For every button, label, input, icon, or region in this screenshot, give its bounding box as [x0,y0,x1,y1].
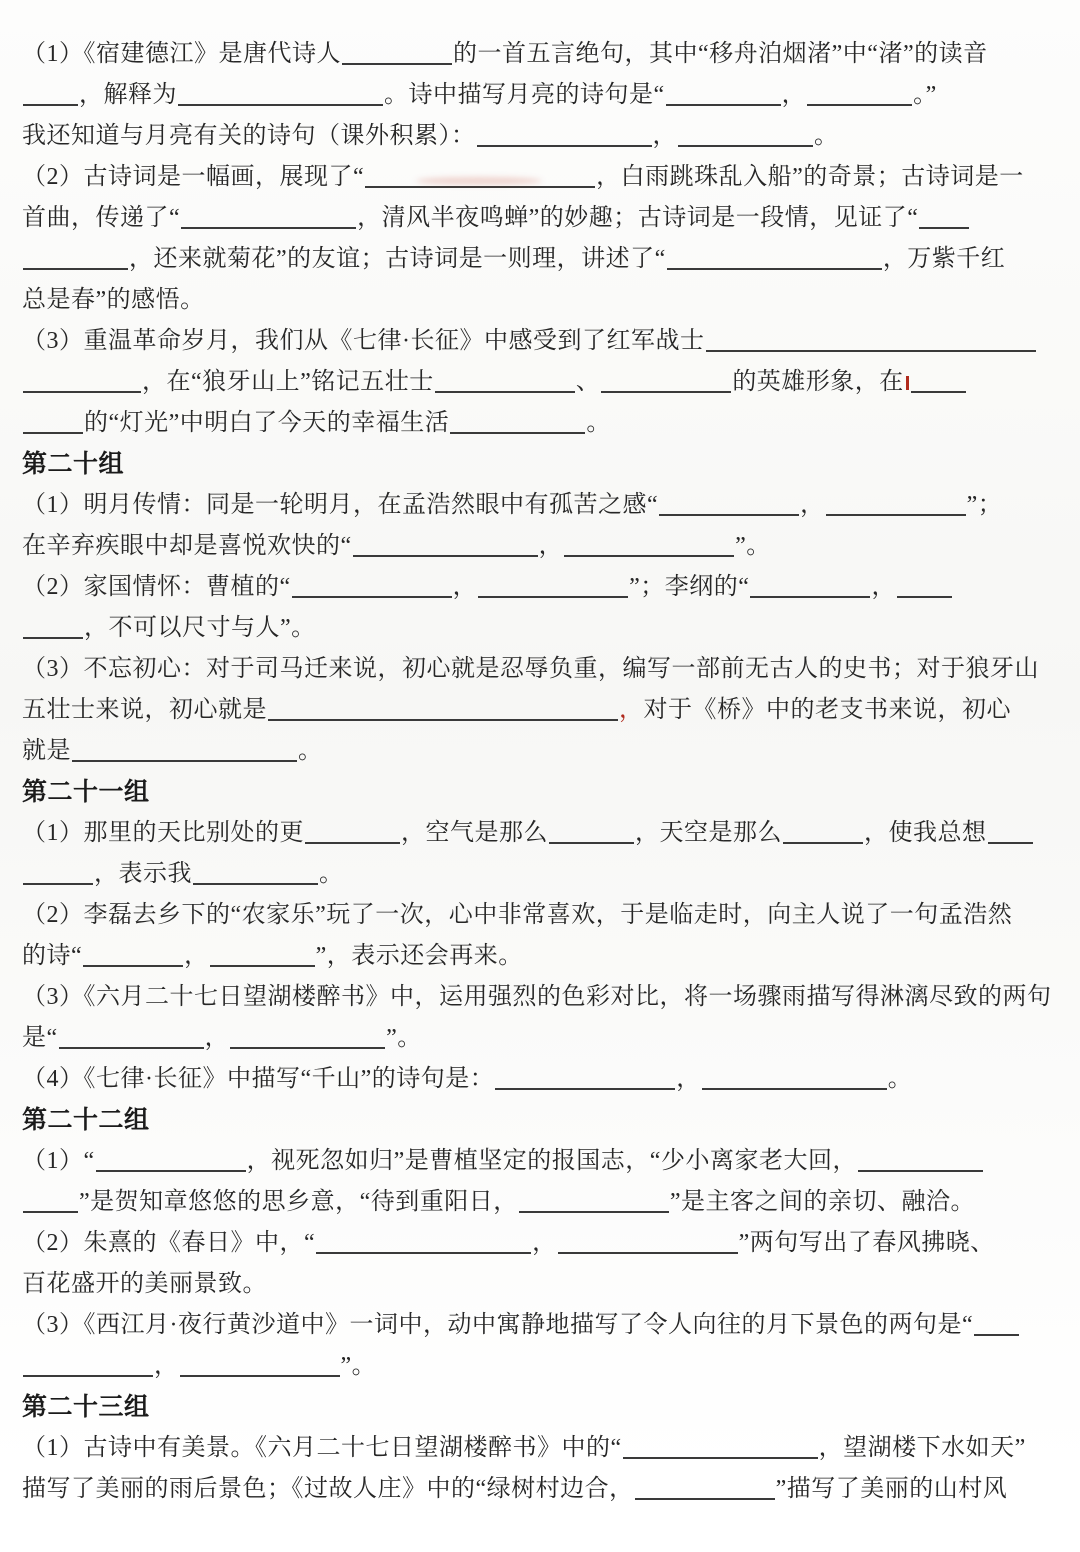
text-run: ”；李纲的“ [629,574,750,600]
paragraph [22,1305,1058,1387]
text-run: ， [781,82,807,108]
text-run: （1）《宿建德江》是唐代诗人 [22,41,341,67]
answer-blank [974,1334,1019,1336]
text-run: ， [452,574,478,600]
paragraph [22,157,1058,321]
text-run: ， [800,492,825,518]
answer-blank [783,842,863,844]
text-run: ”。 [340,1353,377,1379]
text-run: ，在“狼牙山上”铭记五壮士 [142,369,434,395]
text-line [22,895,1058,936]
answer-blank [477,145,652,147]
text-line [22,1059,1058,1100]
text-run: （1）“ [22,1148,95,1174]
text-run: 描写了美丽的雨后景色；《过故人庄》中的“绿树村边合， [22,1476,634,1502]
answer-blank [292,596,452,598]
answer-blank [268,719,618,721]
paragraph [22,34,1058,157]
answer-blank [897,596,952,598]
text-line [22,362,1058,403]
text-run: 的一首五言绝句，其中“移舟泊烟渚”中“渚”的读音 [453,41,988,67]
answer-blank [178,104,383,106]
text-run: 。 [586,410,611,436]
text-line [22,1346,1058,1387]
group-heading: 第二十组 [22,451,125,478]
answer-blank [826,514,966,516]
paragraph [22,1428,1058,1510]
text-run: ，清风半夜鸣蝉”的妙趣；古诗词是一段情，见证了“ [357,205,919,231]
text-run: （3）重温革命岁月，我们从《七律·长征》中感受到了红军战士 [22,328,705,354]
answer-blank [181,227,356,229]
text-run: 在辛弃疾眼中却是喜悦欢快的“ [22,533,352,559]
text-run: ”。 [735,533,771,559]
answer-blank [83,965,183,967]
answer-blank [519,1211,669,1213]
text-run: ， [184,943,209,969]
answer-blank [23,1211,78,1213]
text-run: （3）《西江月·夜行黄沙道中》一词中，动中寓静地描写了令人向往的月下景色的两句是“ [22,1312,974,1338]
text-run: 的英雄形象，在 [732,369,904,395]
answer-blank [305,842,400,844]
group-heading: 第二十三组 [22,1394,150,1421]
text-run: ， [204,1025,230,1051]
text-run: 总是春”的感悟。 [22,287,205,313]
group-heading: 第二十一组 [22,779,150,806]
text-line [22,608,1058,649]
text-run: ，表示我 [94,861,192,887]
text-run: 。 [814,123,839,149]
text-line [22,1469,1058,1510]
text-line [22,1018,1058,1059]
text-run: 就是 [22,738,71,764]
text-run: ，解释为 [79,82,177,108]
text-run: （1）那里的天比别处的更 [22,820,304,846]
text-line [22,936,1058,977]
text-run: 。” [913,82,937,108]
answer-blank [659,514,799,516]
text-line [22,567,1058,608]
text-run: （2）家国情怀：曹植的“ [22,574,291,600]
text-run: ，望湖楼下水如天” [818,1435,1026,1461]
group-heading: 第二十二组 [22,1107,150,1134]
paragraph [22,485,1058,567]
text-run: （4）《七律·长征》中描写“千山”的诗句是： [22,1066,495,1092]
text-run: ，使我总想 [864,820,987,846]
answer-blank [807,104,912,106]
paragraph [22,977,1058,1059]
answer-blank [750,596,870,598]
answer-blank [435,391,575,393]
answer-blank [23,1375,153,1377]
answer-blank [23,432,83,434]
text-run: ，视死忽如归”是曹植坚定的报国志，“少小离家老大回， [246,1148,857,1174]
answer-blank [316,1252,531,1254]
paragraph [22,895,1058,977]
text-line [22,731,1058,772]
text-run: ”，表示还会再来。 [315,943,523,969]
answer-blank [635,1498,775,1500]
answer-blank [210,965,315,967]
text-line [22,854,1058,895]
answer-blank [96,1170,246,1172]
answer-blank [988,842,1033,844]
text-run: （1）明月传情：同是一轮明月，在孟浩然眼中有孤苦之感“ [22,492,659,518]
text-line [22,239,1058,280]
text-line [22,649,1058,690]
text-run: ”是主客之间的亲切、融洽。 [669,1189,975,1215]
text-run: ，万紫千红 [882,246,1006,272]
text-line [22,813,1058,854]
text-run: （2）古诗词是一幅画，展现了“ [22,164,365,190]
answer-blank [23,637,83,639]
text-run: 的诗“ [22,943,83,969]
text-line [22,485,1058,526]
text-run: 是“ [22,1025,58,1051]
paragraph [22,321,1058,444]
answer-blank [911,391,966,393]
text-run: ， [532,1230,557,1256]
answer-blank [23,391,141,393]
text-run: ”是贺知章悠悠的思乡意，“待到重阳日， [79,1189,518,1215]
text-line [22,116,1058,157]
text-run: ”两句写出了春风拂晓、 [738,1230,995,1256]
text-line [22,1428,1058,1469]
answer-blank [702,1088,887,1090]
text-run: ，还来就菊花”的友谊；古诗词是一则理，讲述了“ [129,246,666,272]
text-run: ”； [966,492,1003,518]
text-line [22,403,1058,444]
answer-blank [450,432,585,434]
answer-blank [495,1088,675,1090]
answer-blank [549,842,634,844]
text-line [22,1182,1058,1223]
text-run: 五壮士来说，初心就是 [22,697,267,723]
answer-blank [23,883,93,885]
text-line [22,75,1058,116]
text-run: ，白雨跳珠乱入船”的奇景；古诗词是一 [596,164,1024,190]
text-line [22,690,1058,731]
text-line [22,1305,1058,1346]
answer-blank [342,63,452,65]
text-run: ”。 [386,1025,422,1051]
text-run: （2）朱熹的《春日》中，“ [22,1230,316,1256]
text-run: 的“灯光”中明白了今天的幸福生活 [84,410,450,436]
text-line [22,198,1058,239]
text-run: 。 [887,1066,913,1092]
text-line [22,280,1058,321]
answer-blank [667,268,882,270]
answer-blank [666,104,781,106]
text-run: 、 [575,369,601,395]
text-line [22,34,1058,75]
answer-blank [564,555,734,557]
text-line [22,1141,1058,1182]
text-run: 。 [298,738,323,764]
answer-blank [230,1047,385,1049]
answer-blank [623,1457,818,1459]
text-line [22,1264,1058,1305]
text-run: （1）古诗中有美景。《六月二十七日望湖楼醉书》中的“ [22,1435,622,1461]
paragraph [22,567,1058,649]
answer-blank [919,227,969,229]
answer-blank [365,186,595,188]
text-run: ”描写了美丽的山村风 [775,1476,1008,1502]
text-run: 我还知道与月亮有关的诗句（课外积累）： [22,123,476,149]
answer-blank [59,1047,204,1049]
paragraph [22,1223,1058,1305]
answer-blank [678,145,813,147]
answer-blank [706,350,1036,352]
text-line [22,157,1058,198]
text-run: ， [871,574,896,600]
text-run: （2）李磊去乡下的“农家乐”玩了一次，心中非常喜欢，于是临走时，向主人说了一句孟浩然 [22,902,1013,928]
text-run: 百花盛开的美丽景致。 [22,1271,267,1297]
text-run: ， [154,1353,179,1379]
text-line [22,1223,1058,1264]
text-line [22,526,1058,567]
text-run: ，天空是那么 [635,820,782,846]
text-run: ，不可以尺寸与人”。 [84,615,316,641]
answer-blank [23,268,128,270]
text-run: （3）不忘初心：对于司马迁来说，初心就是忍辱负重，编写一部前无古人的史书；对于狼牙山 [22,656,1039,682]
answer-blank [478,596,628,598]
paragraph [22,1059,1058,1100]
text-run: 。 [319,861,344,887]
red-mark-text: ， [619,697,644,723]
text-run: ， [676,1066,701,1092]
text-line [22,321,1058,362]
red-tick-mark [906,376,909,390]
answer-blank [72,760,297,762]
text-line [22,977,1058,1018]
text-run: 对于《桥》中的老支书来说，初心 [643,697,1011,723]
text-run: ， [538,533,564,559]
answer-blank [353,555,538,557]
answer-blank [601,391,731,393]
text-run: ，空气是那么 [401,820,548,846]
paragraph [22,649,1058,772]
answer-blank [180,1375,340,1377]
paragraph [22,1141,1058,1223]
text-run: 首曲，传递了“ [22,205,181,231]
text-run: 。诗中描写月亮的诗句是“ [384,82,665,108]
paragraph [22,813,1058,895]
answer-blank [558,1252,738,1254]
answer-blank [23,104,78,106]
answer-blank [858,1170,983,1172]
text-run: ， [652,123,677,149]
answer-blank [193,883,318,885]
text-run: （3）《六月二十七日望湖楼醉书》中，运用强烈的色彩对比，将一场骤雨描写得淋漓尽致的两句 [22,984,1052,1010]
